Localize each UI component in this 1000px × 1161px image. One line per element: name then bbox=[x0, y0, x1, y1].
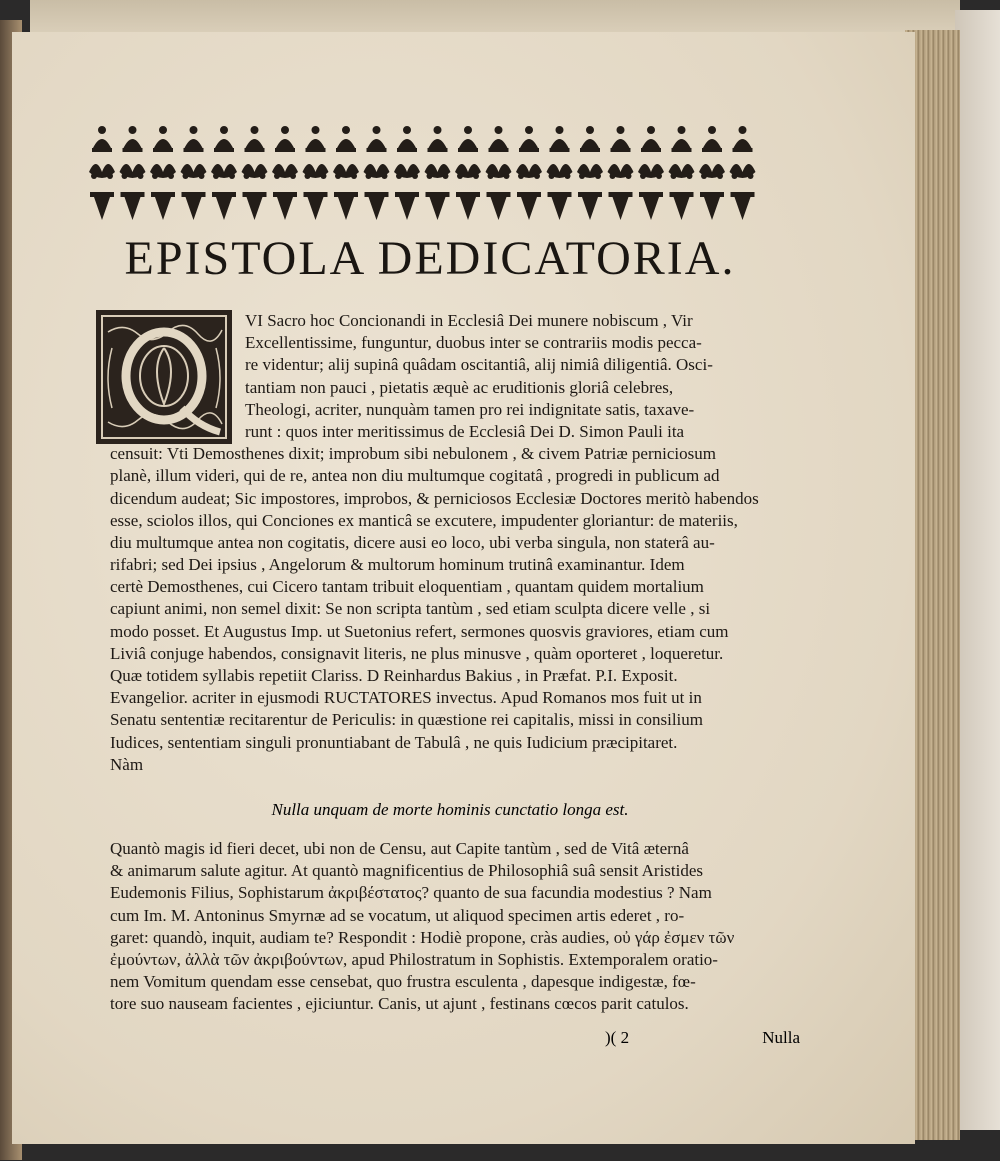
fleuron-band-icon bbox=[88, 120, 776, 224]
page-title: EPISTOLA DEDICATORIA. bbox=[124, 232, 736, 285]
text-line: cum Im. M. Antoninus Smyrnæ ad se vocatum, ut aliquod specimen artis ederet , ro- bbox=[110, 905, 685, 925]
text-line: rifabri; sed Dei ipsius , Angelorum & multorum hominum trutinâ examinantur. Idem bbox=[110, 555, 685, 575]
text-line: Nàm bbox=[110, 754, 144, 774]
quotation-line: Nulla unquam de morte hominis cunctatio longa est. bbox=[271, 800, 629, 819]
text-line: re videntur; alij supinâ quâdam oscitantiâ, alij nimiâ diligentiâ. Osci- bbox=[245, 355, 713, 375]
text-line: garet: quandò, inquit, audiam te? Respondit : Hodiè propone, cràs audies, οὐ γάρ ἐσμεν τῶν bbox=[110, 927, 735, 947]
text-line: dicendum audeat; Sic impostores, improbos, & perniciosos Ecclesiæ Doctores meritò habendos bbox=[110, 488, 759, 508]
dedication-paragraph bbox=[110, 310, 790, 776]
text-line: esse, sciolos illos, qui Conciones ex manticâ se excutere, impudenter gloriantur: de materiis, bbox=[110, 510, 738, 530]
text-line: censuit: Vti Demosthenes dixit; improbum sibi nebulonem , & civem Patriæ perniciosum bbox=[110, 444, 716, 464]
text-line: Senatu sententiæ recitarentur de Periculis: in quæstione rei capitalis, missi in consilium bbox=[110, 710, 703, 730]
text-line: modo posset. Et Augustus Imp. ut Suetonius refert, sermones quosvis graviores, etiam cum bbox=[110, 621, 729, 641]
text-line: ἐμούντων, ἀλλὰ τῶν ἀκριβούντων, apud Philostratum in Sophistis. Extemporalem oratio- bbox=[110, 949, 718, 969]
catchword: Nulla bbox=[762, 1028, 800, 1047]
text-line: tantiam non pauci , pietatis æquè ac eruditionis gloriâ celebres, bbox=[245, 377, 674, 397]
text-line: nem Vomitum quendam esse censebat, quo frustra esculenta , dapesque indigestæ, fœ- bbox=[110, 972, 696, 992]
text-line: Eudemonis Filius, Sophistarum ἀκριβέστατος? quanto de sua facundia modestius ? Nam bbox=[110, 883, 712, 903]
second-paragraph bbox=[110, 838, 800, 1016]
text-line: diu multumque antea non cogitatis, dicere ausi eo loco, ubi verba singula, non staterâ au- bbox=[110, 532, 715, 552]
signature-mark: )( 2 bbox=[605, 1028, 630, 1047]
text-line: capiunt animi, non semel dixit: Se non scripta tantùm , sed etiam sculpta dicere velle , si bbox=[110, 599, 711, 619]
text-line: Quantò magis id fieri decet, ubi non de Censu, aut Capite tantùm , sed de Vitâ æternâ bbox=[110, 839, 689, 858]
text-line: tore suo nauseam facientes , ejiciuntur. Canis, ut ajunt , festinans cœcos parit catulos. bbox=[110, 994, 689, 1014]
text-line: VI Sacro hoc Concionandi in Ecclesiâ Dei munere nobiscum , Vir bbox=[245, 311, 693, 330]
text-line: Liviâ conjuge habendos, consignavit literis, ne plus minusve , quàm oporteret , loqueretur. bbox=[110, 643, 724, 663]
text-line: runt : quos inter meritissimus de Ecclesiâ Dei D. Simon Pauli ita bbox=[245, 421, 685, 441]
text-line: Iudices, sententiam singuli pronuntiabant de Tabulâ , ne quis Iudicium præcipitaret. bbox=[110, 732, 678, 752]
text-line: planè, illum videri, qui de re, antea non diu multumque cogitatâ , progredi in publicum ad bbox=[110, 466, 720, 486]
text-line: Evangelior. acriter in ejusmodi RUCTATORES invectus. Apud Romanos mos fuit ut in bbox=[110, 688, 702, 708]
text-line: & animarum salute agitur. At quantò magnificentius de Philosophiâ suâ sensit Aristides bbox=[110, 861, 704, 881]
text-line: Excellentissime, funguntur, duobus inter se contrariis modis pecca- bbox=[245, 333, 702, 353]
text-line: Quæ totidem syllabis repetiit Clariss. D Reinhardus Bakius , in Præfat. P.I. Exposit. bbox=[110, 666, 678, 685]
text-line: Theologi, acriter, nunquàm tamen pro rei indignitate satis, taxave- bbox=[245, 399, 695, 419]
text-line: certè Demosthenes, cui Cicero tantam tribuit eloquentiam , quantam quidem mortalium bbox=[110, 577, 704, 597]
page-footer bbox=[110, 1028, 800, 1054]
book-cover-edge bbox=[955, 10, 1000, 1130]
